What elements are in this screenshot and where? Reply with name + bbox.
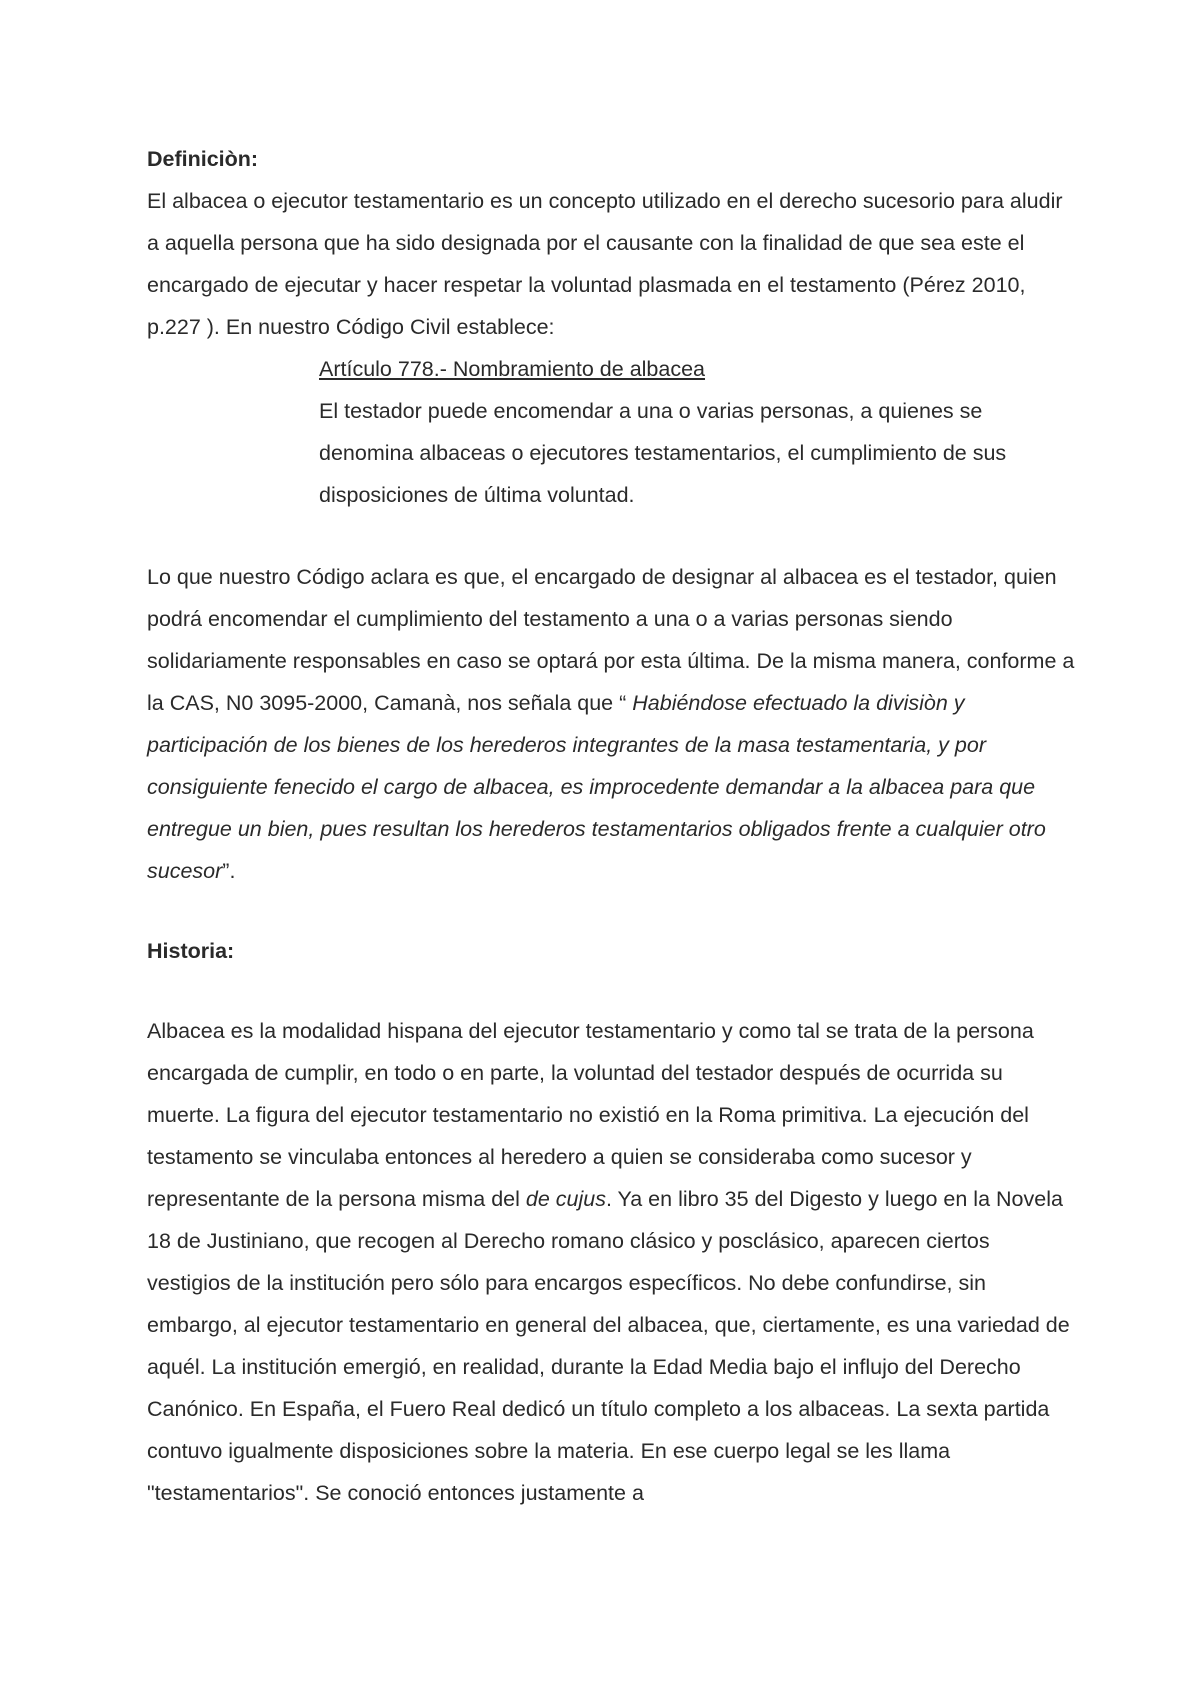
historia-text-part2: . Ya en libro 35 del Digesto y luego en la Novela 18 de Justiniano, que recogen al Derecho romano clásico y posclásico, aparecen ciertos vestigios de la institución pero sólo para encargos específicos. No debe confundirse, sin embargo, al ejecutor testamentario en general del albacea, que, ciertamente, es una variedad de aquél. La institución emergió, en realidad, durante la Edad Media bajo el influjo del Derecho Canónico. En España, el Fuero Real dedicó un título completo a los albaceas. La sexta partida contuvo igualmente disposiciones sobre la materia. En ese cuerpo legal se les llama "testamentarios". Se conoció entonces justamente a bbox=[147, 1187, 1070, 1505]
historia-italic-term: de cujus bbox=[525, 1187, 606, 1211]
document-page bbox=[147, 138, 1077, 1514]
cas-quote: Habiéndose efectuado la divisiòn y participación de los bienes de los herederos integrantes de la masa testamentaria, y por consiguiente fenecido el cargo de albacea, es improcedente demandar a la albacea para que entregue un bien, pues resultan los herederos testamentarios obligados frente a cualquier otro sucesor bbox=[147, 691, 1046, 883]
spacer bbox=[147, 972, 1077, 1010]
cas-quote-end: ”. bbox=[222, 859, 236, 883]
spacer bbox=[147, 892, 1077, 930]
section-heading-historia: Historia: bbox=[147, 939, 235, 963]
code-explanation-paragraph bbox=[147, 556, 1077, 892]
historia-paragraph bbox=[147, 1010, 1077, 1514]
article-text: El testador puede encomendar a una o varias personas, a quienes se denomina albaceas o ejecutores testamentarios, el cumplimiento de sus disposiciones de última voluntad. bbox=[319, 399, 1007, 507]
article-title: Artículo 778.- Nombramiento de albacea bbox=[319, 357, 706, 381]
section-heading-definicion: Definiciòn: bbox=[147, 147, 259, 171]
code-explanation-intro: Lo que nuestro Código aclara es que, el encargado de designar al albacea es el testador, quien podrá encomendar el cumplimiento del testamento a una o a varias personas siendo solidariamente responsables en caso se optará por esta última. De la misma manera, conforme a la CAS, N0 3095-2000, Camanà, nos señala que “ bbox=[147, 565, 1075, 715]
spacer bbox=[147, 516, 1077, 556]
definicion-paragraph: El albacea o ejecutor testamentario es un concepto utilizado en el derecho sucesorio para aludir a aquella persona que ha sido designada por el causante con la finalidad de que sea este el encargado de ejecutar y hacer respetar la voluntad plasmada en el testamento (Pérez 2010, p.227 ). En nuestro Código Civil establece: bbox=[147, 189, 1063, 339]
historia-text-part1: Albacea es la modalidad hispana del ejecutor testamentario y como tal se trata de la persona encargada de cumplir, en todo o en parte, la voluntad del testador después de ocurrida su muerte. La figura del ejecutor testamentario no existió en la Roma primitiva. La ejecución del testamento se vinculaba entonces al heredero a quien se consideraba como sucesor y representante de la persona misma del bbox=[147, 1019, 1034, 1211]
article-quote-block bbox=[319, 348, 1079, 516]
